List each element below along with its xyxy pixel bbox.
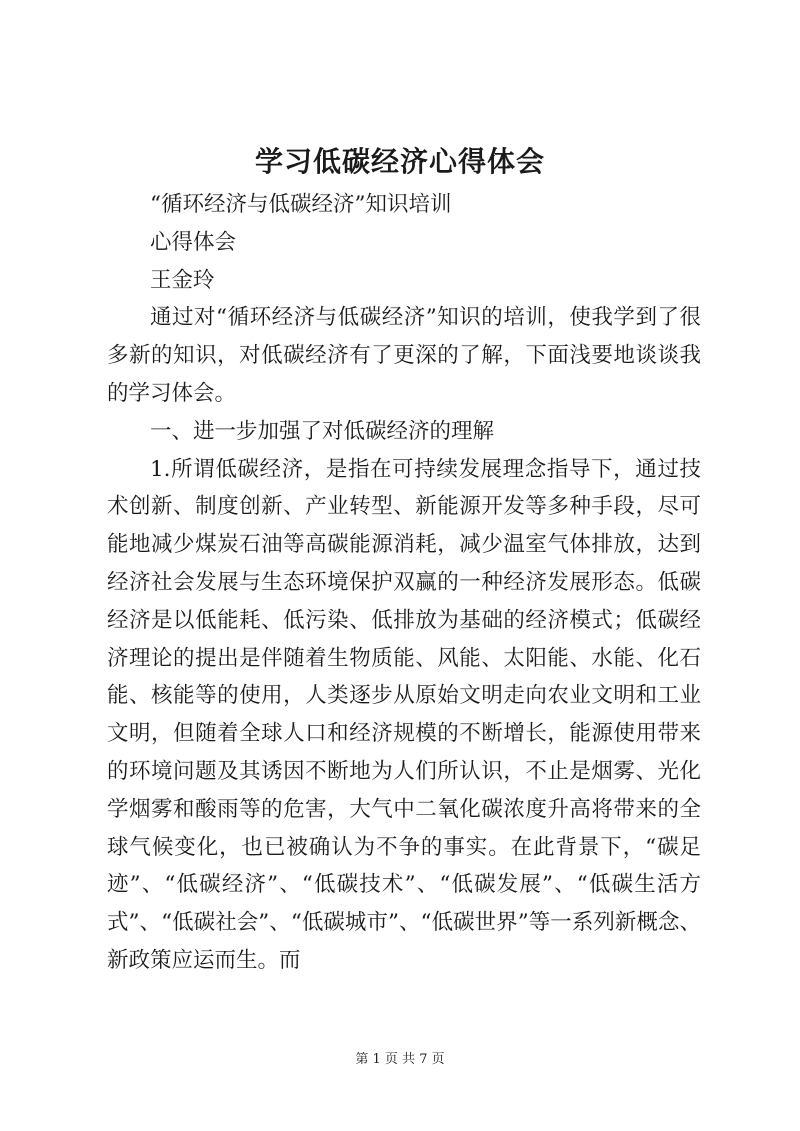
document-title: 学习低碳经济心得体会 xyxy=(254,145,545,178)
paragraph-subtitle: “循环经济与低碳经济”知识培训 xyxy=(150,192,452,217)
section-heading: 一、进一步加强了对低碳经济的理解 xyxy=(150,418,495,444)
paragraph-author: 王金玲 xyxy=(150,267,215,293)
paragraph-intro: 通过对“循环经济与低碳经济”知识的培训，使我学到了很多新的知识，对低碳经济有了更深的了解，下面浅要地谈谈我的学习体会。 xyxy=(107,305,701,406)
page-footer: 第 1 页 共 7 页 xyxy=(355,1052,445,1067)
document-body xyxy=(107,186,701,980)
paragraph-subtitle-2: 心得体会 xyxy=(150,229,237,255)
paragraph-body: 1.所谓低碳经济，是指在可持续发展理念指导下，通过技术创新、制度创新、产业转型、新能源开发等多种手段，尽可能地减少煤炭石油等高碳能源消耗，减少温室气体排放，达到经济社会发展与生态环境保护双赢的一种经济发展形态。低碳经济是以低能耗、低污染、低排放为基础的经济模式；低碳经济理论的提出是伴随着生物质能、风能、太阳能、水能、化石能、核能等的使用，人类逐步从原始文明走向农业文明和工业文明，但随着全球人口和经济规模的不断增长，能源使用带来的环境问题及其诱因不断地为人们所认识，不止是烟雾、光化学烟雾和酸雨等的危害，大气中二氧化碳浓度升高将带来的全球气候变化，也已被确认为不争的事实。在此背景下，“碳足迹”、“低碳经济”、“低碳技术”、“低碳发展”、“低碳生活方式”、“低碳社会”、“低碳城市”、“低碳世界”等一系列新概念、新政策应运而生。而 xyxy=(107,456,701,973)
